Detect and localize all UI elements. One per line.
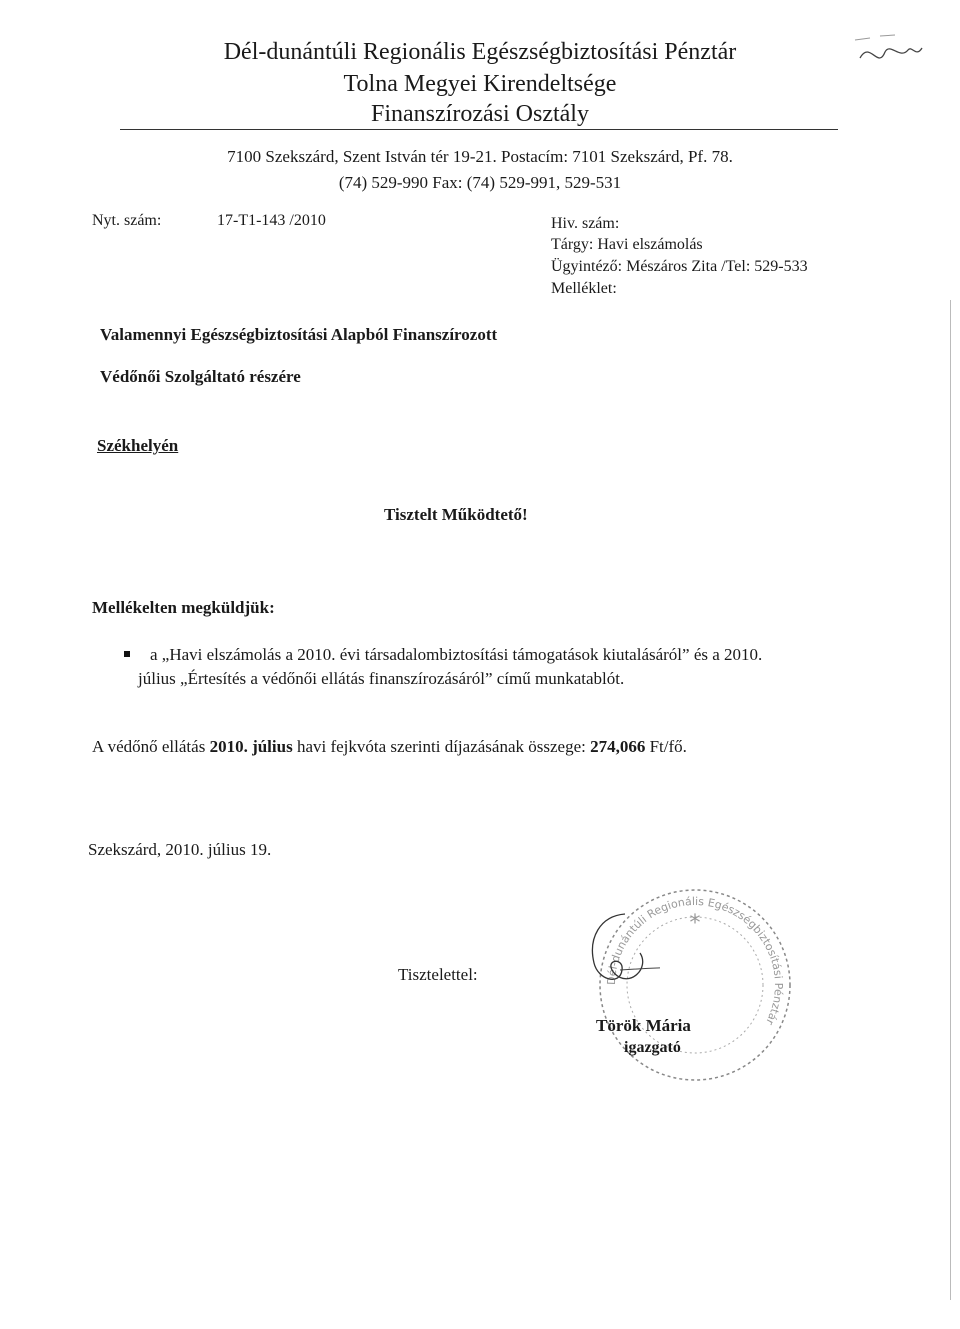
stamp-star-icon: * — [689, 911, 701, 936]
nyt-label: Nyt. szám: — [92, 212, 162, 229]
bullet-text-line2: július „Értesítés a védőnői ellátás finanszírozásáról” című munkatablót. — [138, 669, 625, 688]
addressee-line1: Valamennyi Egészségbiztosítási Alapból Finanszírozott — [100, 325, 498, 344]
amount-year: 2010. július — [209, 737, 293, 756]
bullet-marker — [124, 651, 130, 657]
stamp-ring-text: Dél-dunántúli Regionális Egészségbiztosítási Pénztár — [604, 894, 786, 1027]
org-department: Finanszírozási Osztály — [371, 101, 589, 127]
salutation: Tisztelt Működtető! — [384, 505, 528, 524]
signature-mark — [580, 908, 660, 998]
header-rule — [120, 129, 838, 130]
hiv-label: Hiv. szám: — [551, 215, 620, 232]
intro-line: Mellékelten megküldjük: — [92, 598, 275, 617]
signer-title: igazgató — [624, 1039, 681, 1056]
addressee-line2: Védőnői Szolgáltató részére — [100, 367, 301, 386]
nyt-value: 17-T1-143 /2010 — [217, 212, 326, 229]
amount-part1: A védőnő ellátás — [92, 737, 210, 756]
amount-unit: Ft/fő. — [645, 737, 687, 756]
amount-value: 274,066 — [590, 737, 646, 756]
addressee-location: Székhelyén — [97, 436, 179, 455]
org-name: Dél-dunántúli Regionális Egészségbiztosítási Pénztár — [223, 39, 737, 65]
case-handler: Ügyintéző: Mészáros Zita /Tel: 529-533 — [551, 258, 808, 275]
corner-initials — [850, 30, 930, 80]
amount-sentence — [92, 735, 687, 759]
scan-edge-line — [950, 300, 951, 1300]
place-date: Szekszárd, 2010. július 19. — [88, 840, 272, 859]
attachment-label: Melléklet: — [551, 280, 617, 297]
signer-name: Török Mária — [596, 1016, 691, 1035]
org-branch: Tolna Megyei Kirendeltsége — [343, 71, 617, 97]
subject: Tárgy: Havi elszámolás — [551, 236, 703, 253]
bullet-text-line1: a „Havi elszámolás a 2010. évi társadalombiztosítási támogatások kiutalásáról” és a 2010. — [150, 645, 763, 664]
amount-part2: havi fejkvóta szerinti díjazásának összege: — [292, 737, 591, 756]
closing: Tisztelettel: — [398, 965, 478, 984]
postal-address: 7100 Szekszárd, Szent István tér 19-21. Postacím: 7101 Szekszárd, Pf. 78. — [227, 147, 733, 166]
phone-fax: (74) 529-990 Fax: (74) 529-991, 529-531 — [338, 173, 622, 192]
